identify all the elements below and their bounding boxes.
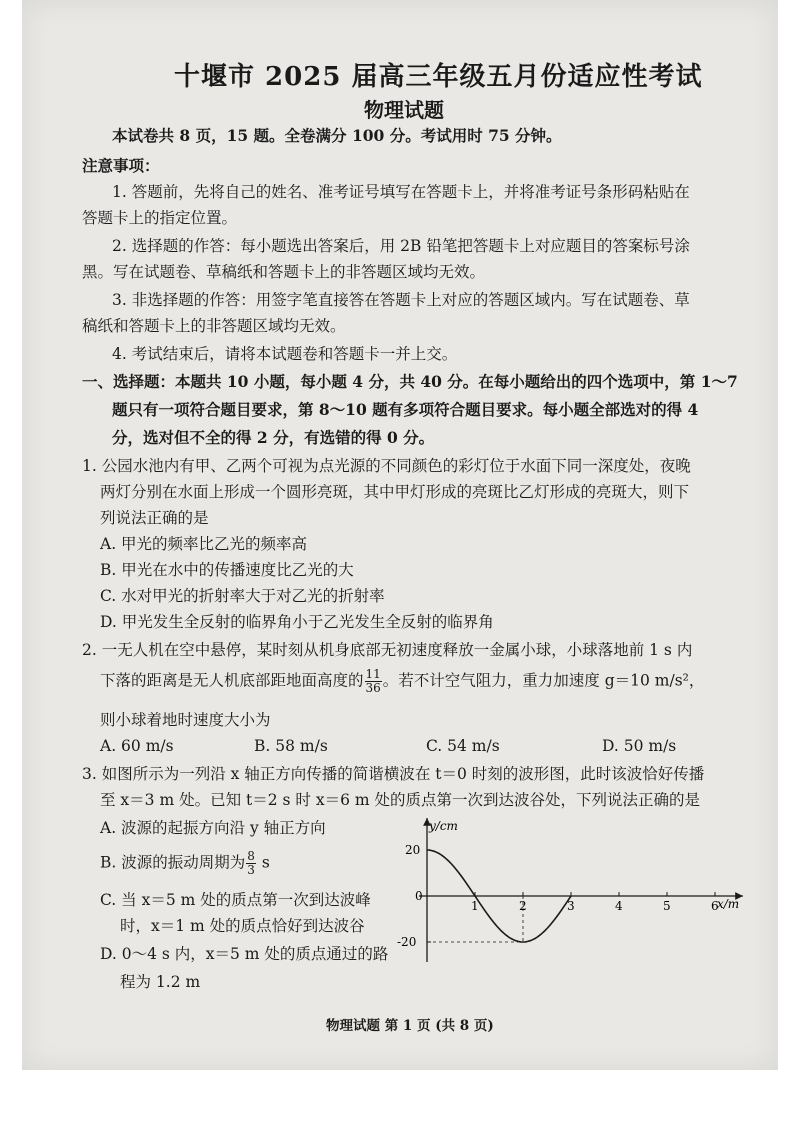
x-tick-label: 1 (471, 899, 479, 913)
x-tick-labels (471, 899, 719, 913)
q2-stem-line-2 (100, 668, 704, 695)
q2-fraction-den: 36 (365, 681, 381, 695)
note-3-line-2: 稿纸和答题卡上的非答题区域均无效。 (82, 317, 346, 335)
q2-stem-line-2-post: 。若不计空气阻力，重力加速度 g＝10 m/s²， (382, 671, 705, 690)
origin-label: 0 (415, 889, 423, 903)
q1-stem-line-1: 1. 公园水池内有甲、乙两个可视为点光源的不同颜色的彩灯位于水面下同一深度处，夜晚 (82, 457, 691, 475)
x-tick-label: 3 (567, 899, 575, 913)
q2-option-c: C. 54 m/s (426, 737, 500, 755)
note-4: 4. 考试结束后，请将本试题卷和答题卡一并上交。 (112, 345, 458, 363)
section-1-line-3: 分，选对但不全的得 2 分，有选错的得 0 分。 (112, 428, 435, 447)
q3-fraction-num: 8 (247, 849, 255, 863)
wave-graph (395, 812, 755, 972)
q2-fraction-num: 11 (365, 667, 381, 681)
q3-option-b-pre: B. 波源的振动周期为 (100, 853, 246, 872)
q3-option-b-post: s (261, 853, 270, 872)
x-tick-label: 4 (615, 899, 623, 913)
q2-stem-line-1: 2. 一无人机在空中悬停，某时刻从机身底部无初速度释放一金属小球，小球落地前 1 s 内 (82, 641, 693, 659)
q3-option-c-line-1: C. 当 x＝5 m 处的质点第一次到达波峰 (100, 891, 371, 909)
q1-option-a: A. 甲光的频率比乙光的频率高 (100, 535, 308, 553)
page-footer: 物理试题 第 1 页 (共 8 页) (326, 1018, 494, 1034)
note-2-line-2: 黑。写在试题卷、草稿纸和答题卡上的非答题区域均无效。 (82, 263, 486, 281)
q3-option-b (100, 850, 270, 877)
q1-stem-line-2: 两灯分别在水面上形成一个圆形亮斑，其中甲灯形成的亮斑比乙灯形成的亮斑大，则下 (100, 483, 690, 501)
q2-option-a: A. 60 m/s (100, 737, 174, 755)
x-tick-label: 5 (663, 899, 671, 913)
q3-fraction-den: 3 (247, 863, 255, 877)
exam-title: 十堰市 2025 届高三年级五月份适应性考试 (174, 62, 703, 92)
section-1-line-1: 一、选择题：本题共 10 小题，每小题 4 分，共 40 分。在每小题给出的四个选项中，第 1～7 (82, 372, 738, 391)
subject-title: 物理试题 (364, 98, 444, 122)
note-2-line-1: 2. 选择题的作答：每小题选出答案后，用 2B 铅笔把答题卡上对应题目的答案标号涂 (112, 237, 690, 255)
exam-info: 本试卷共 8 页，15 题。全卷满分 100 分。考试用时 75 分钟。 (112, 126, 562, 145)
q3-stem-line-2: 至 x＝3 m 处。已知 t＝2 s 时 x＝6 m 处的质点第一次到达波谷处，下列说法正确的是 (100, 791, 700, 809)
note-3-line-1: 3. 非选择题的作答：用签字笔直接答在答题卡上对应的答题区域内。写在试题卷、草 (112, 291, 690, 309)
section-1-line-2: 题只有一项符合题目要求，第 8～10 题有多项符合题目要求。每小题全部选对的得 4 (112, 400, 699, 419)
y-tick-label: -20 (397, 935, 417, 949)
notes-heading: 注意事项： (82, 156, 160, 175)
q2-option-d: D. 50 m/s (602, 737, 677, 755)
q2-stem-line-2-pre: 下落的距离是无人机底部距地面高度的 (100, 671, 364, 690)
x-tick-label: 2 (519, 899, 527, 913)
note-1-line-1: 1. 答题前，先将自己的姓名、准考证号填写在答题卡上，并将准考证号条形码粘贴在 (112, 183, 690, 201)
q2-fraction (365, 668, 382, 695)
q3-stem-line-1: 3. 如图所示为一列沿 x 轴正方向传播的简谐横波在 t＝0 时刻的波形图，此时该波恰好传播 (82, 765, 705, 783)
x-tick-label: 6 (711, 899, 719, 913)
x-axis-label: x/m (717, 897, 740, 911)
q3-option-d-line-2: 程为 1.2 m (120, 973, 201, 991)
q1-option-c: C. 水对甲光的折射率大于对乙光的折射率 (100, 587, 385, 605)
q3-option-d-line-1: D. 0～4 s 内，x＝5 m 处的质点通过的路 (100, 945, 389, 963)
q1-option-b: B. 甲光在水中的传播速度比乙光的大 (100, 561, 354, 579)
q2-stem-line-3: 则小球着地时速度大小为 (100, 711, 271, 729)
q3-option-c-line-2: 时，x＝1 m 处的质点恰好到达波谷 (120, 917, 365, 935)
note-1-line-2: 答题卡上的指定位置。 (82, 209, 238, 227)
q3-option-a: A. 波源的起振方向沿 y 轴正方向 (100, 819, 326, 837)
q2-option-b: B. 58 m/s (254, 737, 328, 755)
y-axis-label: y/cm (429, 819, 458, 833)
q1-stem-line-3: 列说法正确的是 (100, 509, 209, 527)
q1-option-d: D. 甲光发生全反射的临界角小于乙光发生全反射的临界角 (100, 613, 494, 631)
y-tick-label: 20 (405, 843, 421, 857)
q3-fraction (246, 850, 256, 877)
